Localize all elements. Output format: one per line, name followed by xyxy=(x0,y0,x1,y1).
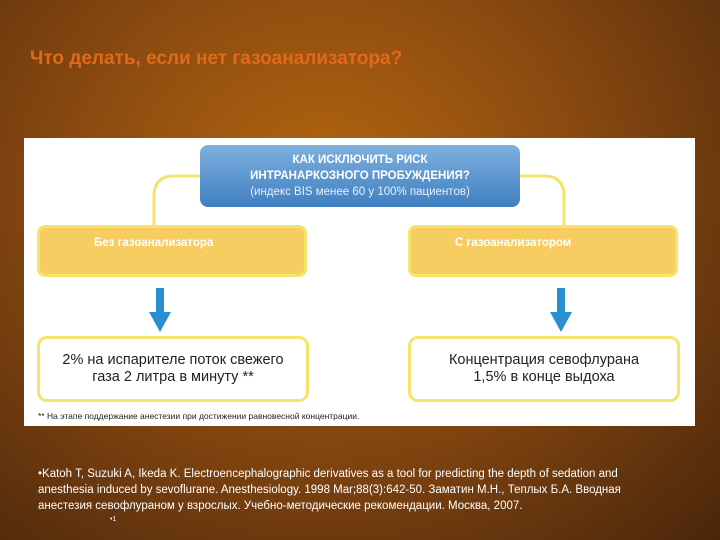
result-left-line-2: газа 2 литра в минуту ** xyxy=(92,369,254,385)
down-arrow-icon xyxy=(149,288,171,332)
question-line-2: ИНТРАНАРКОЗНОГО ПРОБУЖДЕНИЯ? xyxy=(250,170,470,182)
down-arrow-icon xyxy=(550,288,572,332)
question-line-1: КАК ИСКЛЮЧИТЬ РИСК xyxy=(292,154,428,166)
question-line-3: (индекс BIS менее 60 у 100% пациентов) xyxy=(250,186,470,198)
reference-line-1: •Katoh T, Suzuki A, Ikeda K. Electroencephalographic derivatives as a tool for predicting the depth of sedation and xyxy=(38,468,618,480)
result-without-analyzer xyxy=(37,336,309,402)
result-left-line-1: 2% на испарителе поток свежего xyxy=(62,352,284,368)
slide-title: Что делать, если нет газоанализатора? xyxy=(30,48,403,69)
diagram-panel xyxy=(24,138,695,426)
option-without-analyzer: Без газоанализатора xyxy=(37,225,307,277)
result-right-line-2: 1,5% в конце выдоха xyxy=(473,369,615,385)
right-connector xyxy=(520,176,564,225)
footnote: ** На этапе поддержание анестезии при достижении равновесной концентрации. xyxy=(38,411,360,421)
page-marker: •1 xyxy=(110,516,117,523)
reference-line-3: анестезия севофлураном у взрослых. Учебно-методические рекомендации. Москва, 2007. xyxy=(38,500,523,512)
question-box xyxy=(200,145,520,207)
reference-line-2: anesthesia induced by sevoflurane. Anesthesiology. 1998 Mar;88(3):642-50. Заматин М.Н., Теплых Б.А. Вводная xyxy=(38,484,621,496)
left-connector xyxy=(154,176,200,225)
references xyxy=(38,466,678,526)
result-right-line-1: Концентрация севофлурана xyxy=(448,352,640,368)
result-with-analyzer xyxy=(408,336,680,402)
option-with-analyzer: С газоанализатором xyxy=(408,225,678,277)
